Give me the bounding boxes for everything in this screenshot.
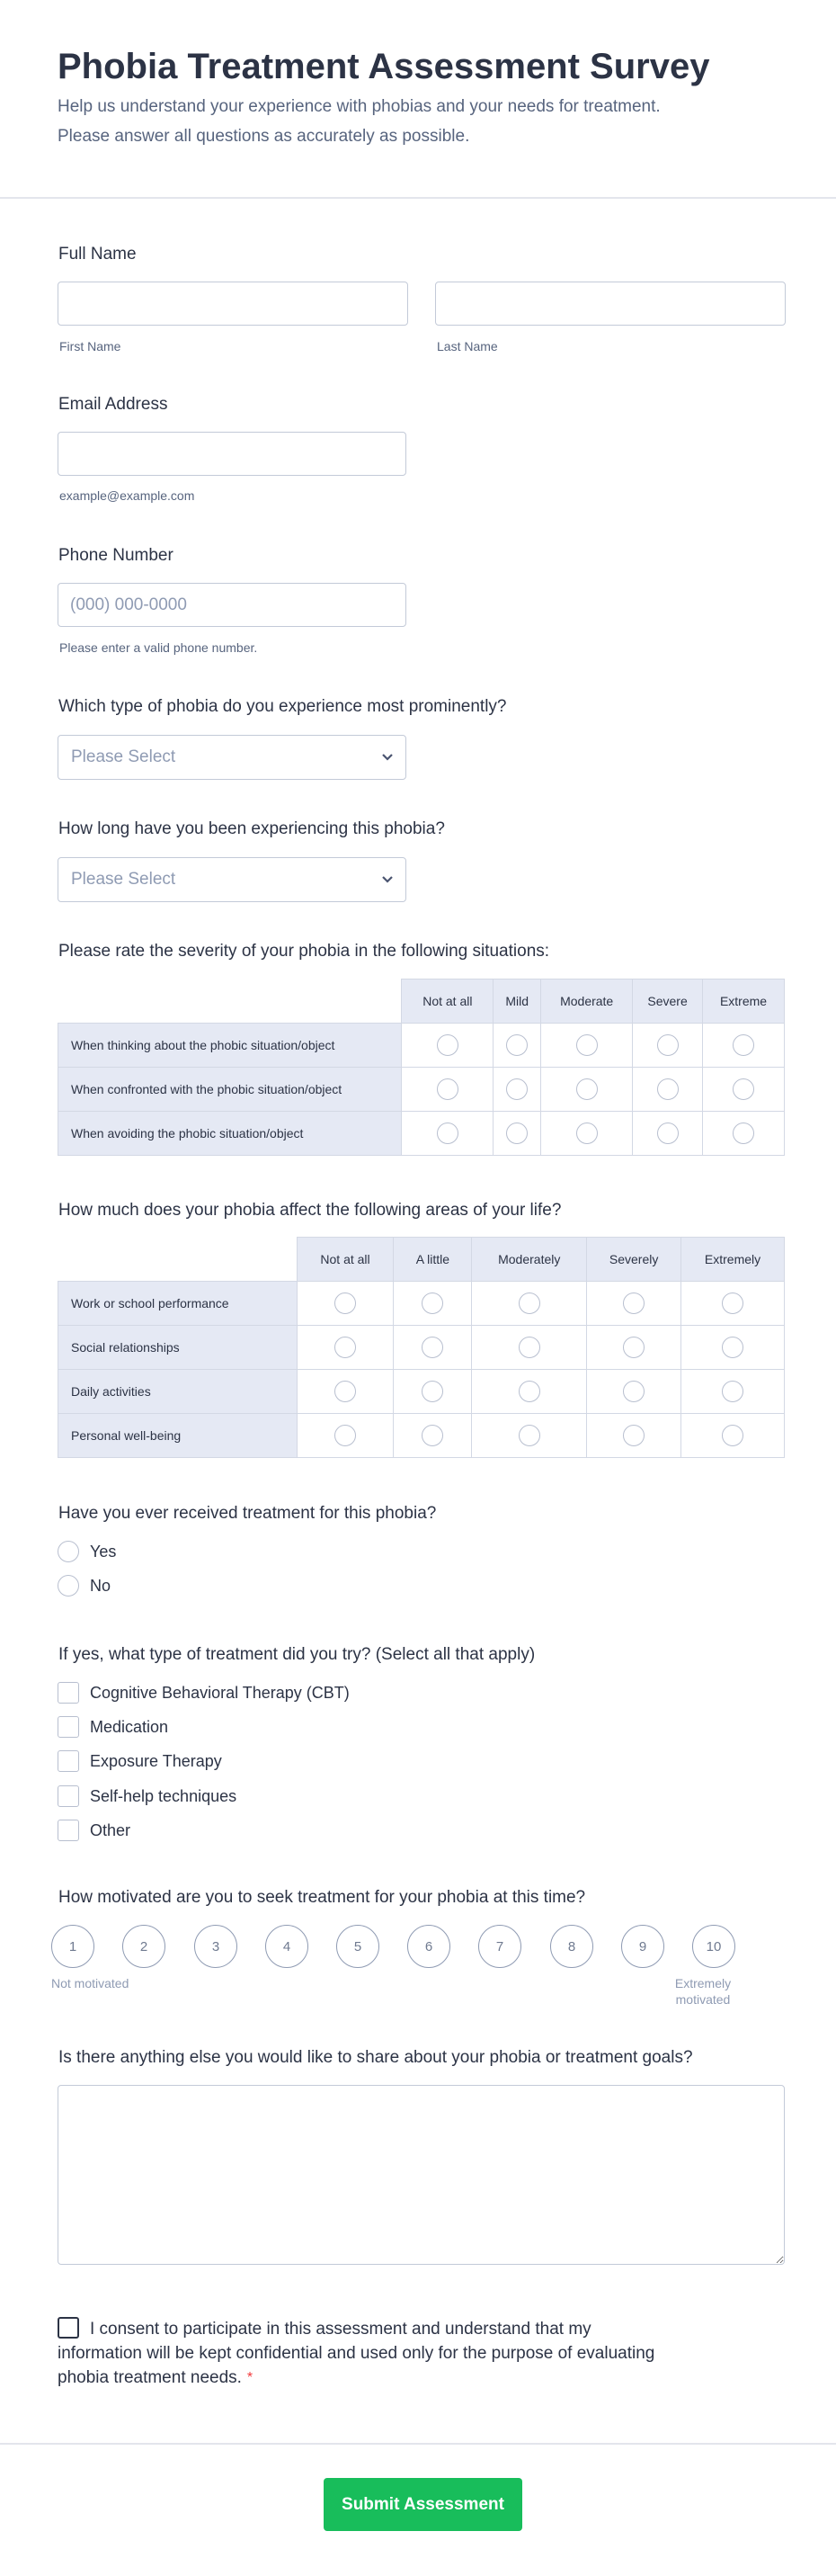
option-label: Other xyxy=(90,1820,131,1839)
scale-high-line1: Extremely xyxy=(674,1976,732,1990)
radio-button[interactable] xyxy=(422,1292,443,1314)
checkbox-option-exposure[interactable] xyxy=(58,1750,222,1772)
radio-button[interactable] xyxy=(733,1034,754,1056)
scale-option-5[interactable]: 5 xyxy=(336,1925,379,1968)
submit-button[interactable]: Submit Assessment xyxy=(324,2478,522,2531)
radio-button[interactable] xyxy=(519,1292,540,1314)
severity-row-label: When thinking about the phobic situation/object xyxy=(58,1024,402,1068)
email-input[interactable] xyxy=(58,432,406,476)
comments-textarea[interactable] xyxy=(58,2085,785,2265)
checkbox[interactable] xyxy=(58,1750,79,1772)
radio-button[interactable] xyxy=(733,1123,754,1144)
impact-col-header: Extremely xyxy=(681,1238,785,1282)
scale-option-4[interactable]: 4 xyxy=(265,1925,308,1968)
phobia-type-value: Please Select xyxy=(71,747,176,766)
radio-button[interactable] xyxy=(657,1123,679,1144)
scale-option-7[interactable]: 7 xyxy=(478,1925,521,1968)
radio-button[interactable] xyxy=(722,1337,743,1358)
radio-button[interactable] xyxy=(334,1381,356,1402)
duration-label: How long have you been experiencing this phobia? xyxy=(58,819,445,838)
radio-button[interactable] xyxy=(576,1034,598,1056)
severity-row-label: When confronted with the phobic situation/object xyxy=(58,1068,402,1112)
full-name-label: Full Name xyxy=(58,245,137,264)
table-row xyxy=(58,1370,785,1414)
radio-option-yes[interactable] xyxy=(58,1541,116,1562)
radio-button[interactable] xyxy=(437,1078,458,1100)
option-label: No xyxy=(90,1576,111,1595)
radio-button[interactable] xyxy=(623,1425,645,1446)
radio-button[interactable] xyxy=(623,1292,645,1314)
radio-button[interactable] xyxy=(422,1425,443,1446)
blank-header xyxy=(58,979,402,1024)
radio-option-no[interactable] xyxy=(58,1575,111,1597)
checkbox-option-other[interactable] xyxy=(58,1820,130,1841)
comments-label: Is there anything else you would like to share about your phobia or treatment goals? xyxy=(58,2048,693,2067)
radio-button[interactable] xyxy=(576,1123,598,1144)
chevron-down-icon xyxy=(380,749,395,764)
severity-matrix xyxy=(58,979,785,1156)
page-subtitle: Help us understand your experience with phobias and your needs for treatment. xyxy=(58,97,661,116)
consent-checkbox[interactable] xyxy=(58,2317,79,2339)
radio-button[interactable] xyxy=(733,1078,754,1100)
phone-label: Phone Number xyxy=(58,546,173,565)
email-help: example@example.com xyxy=(59,488,195,503)
radio-button[interactable] xyxy=(576,1078,598,1100)
checkbox[interactable] xyxy=(58,1820,79,1841)
radio-button[interactable] xyxy=(722,1381,743,1402)
motivation-label: How motivated are you to seek treatment for your phobia at this time? xyxy=(58,1888,586,1907)
option-label: Yes xyxy=(90,1542,117,1561)
consent-text: I consent to participate in this assessment and understand that my information will be kept confidential and used only for the purpose of evaluating phobia treatment needs. xyxy=(58,2320,655,2387)
phone-input[interactable] xyxy=(58,583,406,627)
treated-label: Have you ever received treatment for this phobia? xyxy=(58,1504,437,1523)
severity-row-label: When avoiding the phobic situation/object xyxy=(58,1112,402,1156)
chevron-down-icon xyxy=(380,872,395,886)
consent-field xyxy=(58,2317,669,2390)
scale-option-8[interactable]: 8 xyxy=(550,1925,593,1968)
checkbox-option-medication[interactable] xyxy=(58,1716,168,1738)
table-row xyxy=(58,1414,785,1458)
scale-high-label xyxy=(671,1975,735,2008)
radio-button[interactable] xyxy=(519,1337,540,1358)
scale-low-label: Not motivated xyxy=(51,1976,129,1990)
radio-button[interactable] xyxy=(657,1078,679,1100)
radio-button[interactable] xyxy=(519,1425,540,1446)
severity-col-header: Severe xyxy=(633,979,703,1024)
scale-option-10[interactable]: 10 xyxy=(692,1925,735,1968)
impact-col-header: Not at all xyxy=(297,1238,394,1282)
radio-button[interactable] xyxy=(334,1292,356,1314)
radio-button[interactable] xyxy=(623,1337,645,1358)
scale-option-9[interactable]: 9 xyxy=(621,1925,664,1968)
severity-col-header: Extreme xyxy=(703,979,785,1024)
scale-option-6[interactable]: 6 xyxy=(407,1925,450,1968)
radio-button[interactable] xyxy=(422,1337,443,1358)
option-label: Exposure Therapy xyxy=(90,1751,222,1770)
table-row xyxy=(58,1326,785,1370)
radio-button[interactable] xyxy=(519,1381,540,1402)
checkbox-option-self-help[interactable] xyxy=(58,1785,236,1807)
scale-option-2[interactable]: 2 xyxy=(122,1925,165,1968)
checkbox[interactable] xyxy=(58,1785,79,1807)
blank-header xyxy=(58,1238,298,1282)
table-row xyxy=(58,1282,785,1326)
first-name-input[interactable] xyxy=(58,282,408,326)
radio-button[interactable] xyxy=(58,1575,79,1597)
table-row xyxy=(58,1068,785,1112)
scale-high-line2: motivated xyxy=(675,1992,731,2007)
page-title: Phobia Treatment Assessment Survey xyxy=(58,47,710,86)
impact-row-label: Social relationships xyxy=(58,1326,298,1370)
first-name-sublabel: First Name xyxy=(59,339,121,353)
radio-button[interactable] xyxy=(437,1034,458,1056)
impact-col-header: Moderately xyxy=(472,1238,587,1282)
phone-help: Please enter a valid phone number. xyxy=(59,640,258,655)
option-label: Medication xyxy=(90,1717,169,1736)
last-name-input[interactable] xyxy=(435,282,786,326)
option-label: Self-help techniques xyxy=(90,1786,237,1805)
severity-col-header: Moderate xyxy=(541,979,633,1024)
duration-select[interactable] xyxy=(58,857,406,902)
impact-col-header: Severely xyxy=(587,1238,681,1282)
radio-button[interactable] xyxy=(623,1381,645,1402)
required-asterisk: * xyxy=(246,2370,253,2385)
header-divider xyxy=(0,197,836,199)
option-label: Cognitive Behavioral Therapy (CBT) xyxy=(90,1683,350,1702)
table-row xyxy=(58,1112,785,1156)
radio-button[interactable] xyxy=(506,1034,528,1056)
email-label: Email Address xyxy=(58,395,168,414)
last-name-sublabel: Last Name xyxy=(437,339,498,353)
radio-button[interactable] xyxy=(722,1425,743,1446)
impact-row-label: Work or school performance xyxy=(58,1282,298,1326)
checkbox-option-cbt[interactable] xyxy=(58,1682,350,1704)
table-row xyxy=(58,1024,785,1068)
impact-matrix xyxy=(58,1237,785,1458)
phobia-type-label: Which type of phobia do you experience most prominently? xyxy=(58,697,507,716)
radio-button[interactable] xyxy=(506,1123,528,1144)
page-subtitle-2: Please answer all questions as accurately as possible. xyxy=(58,127,470,146)
treatment-types-label: If yes, what type of treatment did you try? (Select all that apply) xyxy=(58,1645,536,1664)
impact-row-label: Daily activities xyxy=(58,1370,298,1414)
duration-value: Please Select xyxy=(71,870,176,889)
radio-button[interactable] xyxy=(722,1292,743,1314)
scale-option-3[interactable]: 3 xyxy=(194,1925,237,1968)
radio-button[interactable] xyxy=(334,1337,356,1358)
impact-label: How much does your phobia affect the following areas of your life? xyxy=(58,1201,562,1220)
radio-button[interactable] xyxy=(334,1425,356,1446)
footer-divider xyxy=(0,2443,836,2445)
radio-button[interactable] xyxy=(506,1078,528,1100)
impact-col-header: A little xyxy=(394,1238,472,1282)
radio-button[interactable] xyxy=(437,1123,458,1144)
radio-button[interactable] xyxy=(58,1541,79,1562)
radio-button[interactable] xyxy=(422,1381,443,1402)
impact-row-label: Personal well-being xyxy=(58,1414,298,1458)
scale-option-1[interactable]: 1 xyxy=(51,1925,94,1968)
checkbox[interactable] xyxy=(58,1716,79,1738)
checkbox[interactable] xyxy=(58,1682,79,1704)
radio-button[interactable] xyxy=(657,1034,679,1056)
severity-label: Please rate the severity of your phobia in the following situations: xyxy=(58,942,550,961)
phobia-type-select[interactable] xyxy=(58,735,406,780)
severity-col-header: Mild xyxy=(494,979,541,1024)
severity-col-header: Not at all xyxy=(402,979,494,1024)
